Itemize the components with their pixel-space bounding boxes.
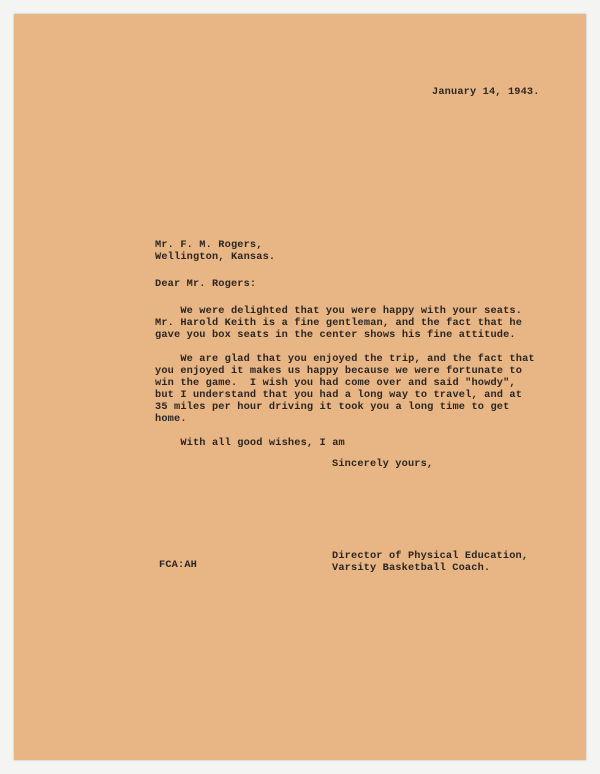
paragraph-3-line-1: With all good wishes, I am [155, 437, 345, 449]
recipient-location: Wellington, Kansas. [155, 251, 276, 263]
signature-title-1: Director of Physical Education, [332, 550, 529, 562]
signature-title-2: Varsity Basketball Coach. [332, 562, 491, 574]
paragraph-2-line-2: you enjoyed it makes us happy because we were fortunate to [155, 365, 523, 377]
salutation: Dear Mr. Rogers: [155, 278, 257, 290]
paragraph-2-line-1: We are glad that you enjoyed the trip, and the fact that [155, 353, 535, 365]
paragraph-1-line-2: Mr. Harold Keith is a fine gentleman, and the fact that he [155, 317, 523, 329]
complimentary-close: Sincerely yours, [332, 458, 434, 470]
paragraph-2-line-3: win the game. I wish you had come over and said "howdy", [155, 377, 516, 389]
paragraph-2-line-6: home. [155, 413, 187, 425]
paragraph-2-line-4: but I understand that you had a long way to travel, and at [155, 389, 523, 401]
letter-date: January 14, 1943. [432, 86, 540, 98]
recipient-name: Mr. F. M. Rogers, [155, 239, 263, 251]
reference-initials: FCA:AH [159, 559, 197, 571]
letter-page [14, 14, 586, 760]
paragraph-1-line-3: gave you box seats in the center shows his fine attitude. [155, 329, 516, 341]
paragraph-1-line-1: We were delighted that you were happy with your seats. [155, 305, 523, 317]
paragraph-2-line-5: 35 miles per hour driving it took you a long time to get [155, 401, 510, 413]
